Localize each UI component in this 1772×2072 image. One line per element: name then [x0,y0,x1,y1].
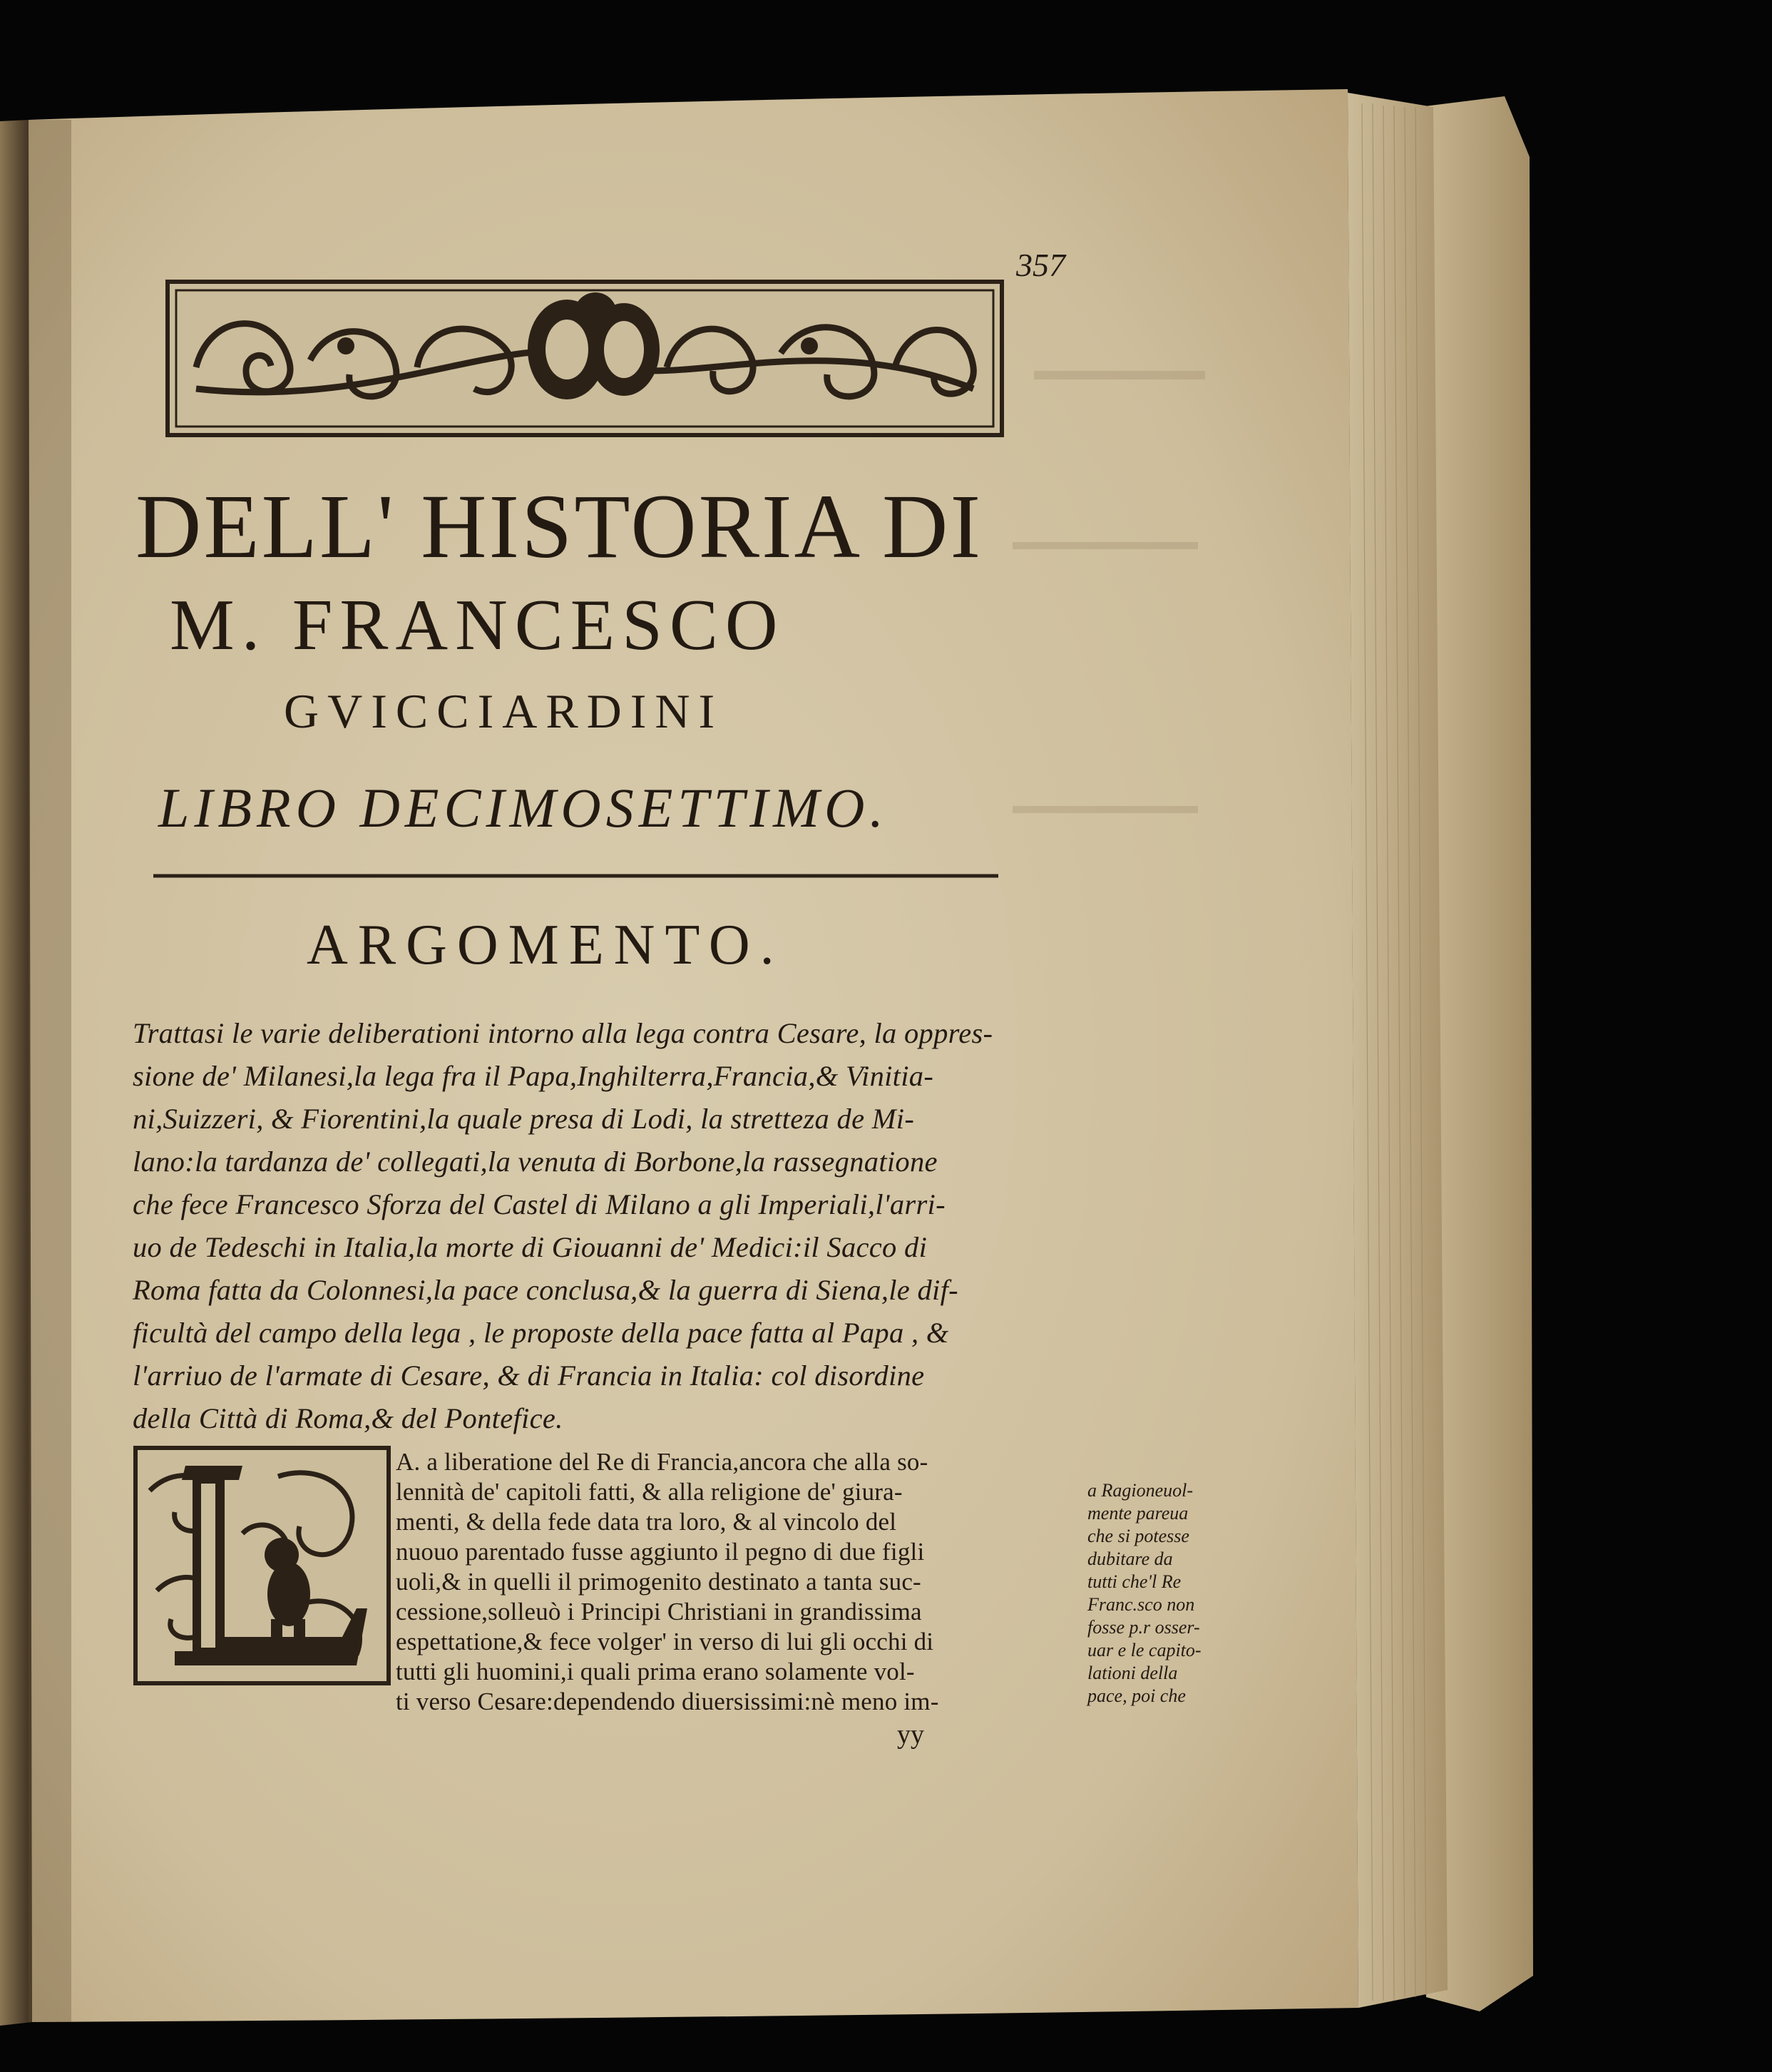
page-number: 357 [1016,247,1065,283]
body-line: cessione,solleuò i Principi Christiani in grandissima [396,1598,922,1626]
argument-line: l'arriuo de l'armate di Cesare, & di Francia in Italia: col disordine [133,1359,925,1392]
margin-note-line: Franc.sco non [1087,1594,1195,1615]
argument-line: Roma fatta da Colonnesi,la pace conclusa,& la guerra di Siena,le dif- [133,1274,958,1306]
signature-mark: yy [897,1720,924,1750]
margin-note-line: che si potesse [1087,1526,1189,1546]
margin-note-line: uar e le capito- [1087,1640,1202,1660]
title-line-1: DELL' HISTORIA DI [135,476,983,577]
margin-note-line: lationi della [1087,1663,1178,1683]
argument-line: della Città di Roma,& del Pontefice. [133,1402,563,1434]
body-line: uoli,& in quelli il primogenito destinato a tanta suc- [396,1568,921,1596]
argument-line: sione de' Milanesi,la lega fra il Papa,Inghilterra,Francia,& Vinitia- [133,1060,934,1092]
argument-heading: ARGOMENTO. [307,914,784,976]
margin-note-line: a Ragioneuol- [1087,1480,1194,1501]
body-line: ti verso Cesare:dependendo diuersissimi:nè meno im- [396,1688,939,1715]
body-line: tutti gli huomini,i quali prima erano solamente vol- [396,1658,915,1685]
headpiece-ornament [168,282,1002,435]
left-page-edge [0,120,32,2026]
body-line: espettatione,& fece volger' in verso di lui gli occhi di [396,1628,934,1655]
book-title: LIBRO DECIMOSETTIMO. [158,777,888,839]
margin-note-line: dubitare da [1087,1548,1173,1569]
argument-line: Trattasi le varie deliberationi intorno alla lega contra Cesare, la oppres- [133,1017,993,1049]
argument-line: uo de Tedeschi in Italia,la morte di Giouanni de' Medici:il Sacco di [133,1231,928,1263]
argument-line: lano:la tardanza de' collegati,la venuta di Borbone,la rassegnatione [133,1145,938,1178]
initial-letter-l [135,1448,389,1683]
argument-line: ni,Suizzeri, & Fiorentini,la quale presa di Lodi, la stretteza de Mi- [133,1103,915,1135]
title-line-2: M. FRANCESCO [170,585,785,665]
title-line-3: GVICCIARDINI [284,684,724,738]
body-line: A. a liberatione del Re di Francia,ancora che alla so- [396,1448,928,1476]
margin-note-line: tutti che'l Re [1087,1571,1182,1592]
argument-line: ficultà del campo della lega , le proposte della pace fatta al Papa , & [133,1317,949,1349]
body-line: nuouo parentado fusse aggiunto il pegno di due figli [396,1538,925,1566]
margin-note-line: fosse p.r osser- [1087,1617,1200,1638]
argument-line: che fece Francesco Sforza del Castel di Milano a gli Imperiali,l'arri- [133,1188,946,1220]
margin-note-line: mente pareua [1087,1503,1189,1524]
body-line: lennità de' capitoli fatti, & alla religione de' giura- [396,1478,903,1506]
body-line: menti, & della fede data tra loro, & al vincolo del [396,1508,897,1536]
fore-edge [1348,93,1448,2008]
margin-note-line: pace, poi che [1087,1685,1186,1706]
